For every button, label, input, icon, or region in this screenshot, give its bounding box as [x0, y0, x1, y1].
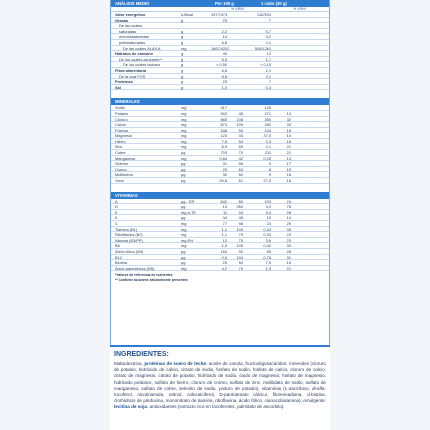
- row-vrn-serving: 16: [286, 138, 291, 144]
- row-value-serving: 9: [268, 172, 271, 178]
- row-value-per100: 23: [222, 79, 227, 85]
- row-value-per100: 417: [220, 105, 227, 111]
- row-value-per100: 40: [222, 51, 227, 57]
- row-unit: g: [181, 67, 184, 73]
- row-unit: mg: [181, 155, 187, 161]
- row-value-per100: 6,8: [221, 39, 227, 45]
- row-name: Manganeso: [115, 155, 136, 161]
- row-value-serving: 271: [264, 110, 271, 116]
- row-unit: g: [181, 51, 184, 57]
- row-value-per100: 123: [220, 133, 227, 139]
- col-per100-header: Por 100 g: [215, 1, 234, 6]
- ingredients-highlight-whey: proteínas de suero de leche: [144, 361, 206, 366]
- row-unit: mg: [181, 110, 187, 116]
- row-value-per100: 90,8: [219, 178, 227, 184]
- row-name: Proteínas: [115, 79, 133, 85]
- row-value-per100: 1,1: [221, 232, 227, 238]
- row-value-per100: 1977/473: [211, 12, 228, 17]
- row-value-per100: 865: [220, 116, 227, 122]
- row-name: Valor energético: [115, 12, 146, 17]
- row-name: Cobre: [115, 150, 126, 156]
- row-vrn-per100: 92: [238, 248, 243, 254]
- row-vrn-per100: 104: [236, 254, 243, 260]
- row-vrn-per100: 75: [238, 237, 243, 243]
- row-value-serving: 7: [268, 79, 271, 85]
- row-unit: mg: [181, 105, 187, 111]
- row-vrn-serving: 33: [286, 122, 291, 128]
- row-value-serving: 3,4: [265, 209, 271, 215]
- ingredients-body: , aceite de canola, fructooligosacáridos, minerales (cloruro de potasio, hidróxido de calcio, citrato de sodio, fosfato de sodio, fosfato de calcio, cloruro de calcio, citrato de magnesio, citrato de potasio, hidróxido de sodio, óxido de magnesio, fosfato de magnesio, hidróxido potásico, sulfato de hierro, cloruro de cromo, sulfato de zinc, molibdato de sodio, sulfato de manganeso, sulfato de cobre, selenito de sodio, yoduro de potasio), vitaminas (L-ascórbico, dl-alfa-tocoferol, nicotinamida, retinol, colecalciferol, D-pantotenato cálcico, filomenadiona, d-biotina, clorhidrato de piridoxina, mononitrato de tiamina, riboflavina, ácido fólico, cianocobalamina), emulgente:: [114, 361, 326, 404]
- row-value-per100: 1,1: [221, 226, 227, 232]
- row-unit: µg: [181, 204, 186, 210]
- row-name: Riboflavina (B2): [115, 232, 143, 238]
- row-value-serving: 0,42: [263, 243, 271, 249]
- row-value-per100: 4,2: [221, 265, 227, 271]
- row-value-per100: 12: [222, 237, 227, 243]
- row-vrn-per100: 70: [238, 150, 243, 156]
- row-name: Tiamina (B1): [115, 226, 138, 232]
- row-value-per100: 25: [222, 166, 227, 172]
- row-value-serving: 3,9: [265, 204, 271, 210]
- row-unit: µg: [181, 260, 186, 266]
- row-value-serving: 211: [264, 150, 271, 156]
- row-unit: g: [181, 28, 184, 34]
- row-vrn-serving: 21: [286, 144, 291, 150]
- row-vrn-serving: 18: [286, 172, 291, 178]
- row-name: Biotina: [115, 260, 127, 266]
- row-value-serving: < 0,15: [260, 62, 271, 68]
- row-vrn-per100: 50: [238, 260, 243, 266]
- row-value-per100: 30: [222, 172, 227, 178]
- row-unit: µg: [181, 166, 186, 172]
- row-vrn-serving: 23: [286, 237, 291, 243]
- row-vrn-per100: 100: [236, 226, 243, 232]
- row-vrn-serving: 15: [286, 260, 291, 266]
- ingredients-title: INGREDIENTES:: [114, 351, 169, 358]
- row-vrn-serving: 21: [286, 150, 291, 156]
- row-value-per100: 14: [222, 34, 227, 40]
- row-vrn-per100: 42: [238, 155, 243, 161]
- footnote-sugars: ** Contiene azúcares naturalmente presentes: [115, 277, 188, 282]
- row-vrn-per100: 96: [238, 221, 243, 226]
- row-unit: mg: [181, 221, 187, 226]
- row-value-serving: 262: [264, 122, 271, 128]
- row-name: De las cuales ALA/LA: [123, 45, 161, 51]
- row-value-serving: 3,6: [265, 237, 271, 243]
- row-value-serving: 2,1: [265, 39, 271, 45]
- row-name: Magnesio: [115, 133, 132, 139]
- row-name: E: [115, 209, 118, 215]
- row-unit: µg - ER: [181, 198, 195, 204]
- row-name: Sodio: [115, 105, 125, 111]
- row-vrn-per100: 260: [236, 204, 243, 210]
- row-value-serving: 1,7: [265, 56, 271, 62]
- row-unit: g: [181, 79, 184, 85]
- row-vrn-serving: 15: [286, 127, 291, 133]
- table-row: [111, 266, 329, 272]
- row-name: C: [115, 221, 118, 226]
- row-unit: mg EN: [181, 237, 193, 243]
- table-row: [111, 85, 329, 91]
- row-value-per100: 77: [222, 221, 227, 226]
- row-value-per100: 6,8: [221, 73, 227, 79]
- row-value-serving: 10: [266, 215, 271, 221]
- row-name: Cloruro: [115, 116, 128, 122]
- row-value-serving: 2,1: [265, 144, 271, 150]
- row-value-serving: 4,2: [265, 34, 271, 40]
- row-value-serving: 0,25: [263, 155, 271, 161]
- row-vrn-serving: 30: [286, 243, 291, 249]
- row-vrn-per100: 60: [238, 172, 243, 178]
- row-unit: g: [181, 84, 184, 90]
- row-value-serving: 2,1: [265, 73, 271, 79]
- row-name: Grasas: [115, 17, 129, 23]
- row-vrn-serving: 31: [286, 254, 291, 260]
- row-value-serving: 142/593: [256, 12, 271, 17]
- row-name: Hierro: [115, 138, 126, 144]
- row-name: De los cuales azúcares**: [119, 56, 163, 62]
- row-name: Yodo: [115, 178, 124, 184]
- row-value-per100: 1667/4202: [211, 45, 230, 51]
- row-name: Sal: [115, 84, 121, 90]
- vrn-col1: % VRN*: [231, 7, 245, 11]
- ingredients-lead: Maltodextrina,: [114, 361, 145, 366]
- row-value-per100: < 0,50: [216, 62, 227, 68]
- row-value-per100: 31: [222, 161, 227, 167]
- analysis-header: [111, 0, 329, 7]
- row-vrn-per100: 100: [236, 243, 243, 249]
- row-unit: mg: [181, 226, 187, 232]
- row-vrn-per100: 33: [238, 133, 243, 139]
- row-name: Hidratos de carbono: [115, 51, 153, 57]
- row-unit: g: [181, 39, 184, 45]
- row-unit: mg: [181, 116, 187, 122]
- row-value-per100: 1,0: [221, 84, 227, 90]
- row-unit: mg: [181, 122, 187, 128]
- row-vrn-serving: 14: [286, 110, 291, 116]
- ingredients-highlight-soy: lecitina de soja: [114, 404, 147, 410]
- vitamins-table: [111, 199, 329, 272]
- row-value-per100: 25: [222, 260, 227, 266]
- row-name: Niacina (B3/PP): [115, 237, 143, 243]
- row-value-per100: 23: [222, 17, 227, 23]
- row-value-serving: 0,3: [265, 84, 271, 90]
- row-unit: kJ/kcal: [181, 12, 193, 17]
- row-vrn-serving: 17: [286, 161, 291, 167]
- minerals-header: [111, 98, 329, 105]
- vrn-col2: % VRN*: [293, 7, 307, 11]
- row-name: Zinc: [115, 144, 123, 150]
- row-name: Fibra alimentaria: [115, 67, 147, 73]
- row-name: Ácido fólico (B9): [115, 248, 144, 254]
- row-unit: µg: [181, 150, 186, 156]
- row-name: K: [115, 215, 118, 221]
- row-name: Fósforo: [115, 127, 129, 133]
- row-unit: µg: [181, 254, 186, 260]
- row-unit: µg: [181, 172, 186, 178]
- row-vrn-per100: 45: [238, 215, 243, 221]
- row-value-serving: 8: [268, 166, 271, 172]
- row-name: A: [115, 198, 118, 204]
- nutrition-label: [110, 0, 330, 345]
- row-vrn-serving: 24: [286, 232, 291, 238]
- row-vrn-per100: 54: [238, 138, 243, 144]
- row-value-serving: 260: [264, 116, 271, 122]
- row-unit: mg: [181, 138, 187, 144]
- row-unit: µg: [181, 161, 186, 167]
- row-unit: g: [181, 73, 184, 79]
- row-name: De los cuales lactosa: [123, 62, 160, 68]
- row-value-serving: 1,3: [265, 265, 271, 271]
- row-unit: mg: [181, 127, 187, 133]
- row-name: De la cual FOS: [119, 73, 146, 79]
- row-name: Cromo: [115, 166, 127, 172]
- footnote-vrn: *Valores de referencia de nutrientes: [115, 273, 173, 278]
- row-value-serving: 0,33: [263, 226, 271, 232]
- analysis-title: ANÁLISIS MEDIO: [115, 1, 150, 6]
- row-value-serving: 0,33: [263, 232, 271, 238]
- vitamins-title: VITAMINAS: [115, 192, 138, 198]
- row-value-serving: 9: [268, 161, 271, 167]
- row-name: B6: [115, 243, 120, 249]
- row-vrn-serving: 10: [286, 133, 291, 139]
- row-value-per100: 1,4: [221, 243, 227, 249]
- row-name: D: [115, 204, 118, 210]
- row-vrn-serving: 13: [286, 155, 291, 161]
- row-value-serving: 193: [264, 198, 271, 204]
- row-value-serving: 0,78: [263, 254, 271, 260]
- row-vrn-per100: 63: [238, 166, 243, 172]
- row-unit: µg: [181, 248, 186, 254]
- footnotes: [111, 271, 329, 284]
- table-row: [111, 178, 329, 184]
- row-vrn-serving: 24: [286, 198, 291, 204]
- ingredients-tail: , antioxidantes (extracto rico en tocoferoles, palmitato de ascorbilo).: [146, 404, 285, 410]
- row-value-serving: 12: [266, 51, 271, 57]
- row-vrn-per100: 80: [238, 198, 243, 204]
- ingredients-text: [114, 361, 326, 411]
- ingredients-section: [110, 345, 330, 430]
- row-vrn-serving: 21: [286, 265, 291, 271]
- row-vrn-per100: 61: [238, 178, 243, 184]
- row-vrn-per100: 108: [236, 116, 243, 122]
- row-vrn-serving: 18: [286, 178, 291, 184]
- row-value-serving: 125: [264, 105, 271, 111]
- row-name: Ácido pantoténico (B5): [115, 265, 155, 271]
- row-value-per100: 5,5: [221, 56, 227, 62]
- row-value-serving: 7,5: [265, 260, 271, 266]
- row-value-serving: 104: [264, 127, 271, 133]
- minerals-title: MINERALES: [115, 99, 140, 105]
- row-name: Molibdeno: [115, 172, 133, 178]
- row-vrn-serving: 28: [286, 209, 291, 215]
- row-name: poliinsaturadas: [119, 39, 146, 45]
- row-unit: mg: [181, 243, 187, 249]
- row-value-per100: 348: [220, 127, 227, 133]
- row-unit: mg: [181, 265, 187, 271]
- row-unit: mg: [181, 232, 187, 238]
- row-value-per100: 703: [220, 150, 227, 156]
- row-unit: g: [181, 62, 184, 68]
- row-value-per100: 6,9: [221, 144, 227, 150]
- row-vrn-serving: 30: [286, 226, 291, 232]
- vitamins-header: [111, 192, 329, 199]
- row-value-per100: 0,84: [219, 155, 227, 161]
- row-value-per100: 6,8: [221, 67, 227, 73]
- row-unit: g: [181, 34, 184, 40]
- row-value-per100: 184: [220, 248, 227, 254]
- row-value-serving: 55: [266, 248, 271, 254]
- row-value-serving: 23: [266, 221, 271, 226]
- row-unit: g: [181, 17, 184, 23]
- row-value-per100: 34: [222, 215, 227, 221]
- row-vrn-per100: 45: [238, 110, 243, 116]
- row-vrn-per100: 50: [238, 127, 243, 133]
- row-value-per100: 873: [220, 122, 227, 128]
- row-vrn-per100: 69: [238, 144, 243, 150]
- row-unit: mg: [181, 144, 187, 150]
- row-vrn-serving: 28: [286, 248, 291, 254]
- row-vrn-per100: 70: [238, 265, 243, 271]
- row-unit: mg α-TE: [181, 209, 197, 215]
- row-name: Potasio: [115, 110, 128, 116]
- row-name: Selenio: [115, 161, 128, 167]
- row-vrn-serving: 29: [286, 221, 291, 226]
- row-value-serving: 2,3: [265, 138, 271, 144]
- row-value-serving: 27,3: [263, 178, 271, 184]
- row-value-serving: 37,0: [263, 133, 271, 139]
- row-vrn-serving: 19: [286, 166, 291, 172]
- row-vrn-per100: 79: [238, 232, 243, 238]
- row-unit: µg: [181, 215, 186, 221]
- row-value-per100: 903: [220, 110, 227, 116]
- row-unit: mg: [181, 45, 187, 51]
- row-vrn-per100: 109: [236, 122, 243, 128]
- row-vrn-serving: 32: [286, 116, 291, 122]
- row-value-serving: 7: [268, 17, 271, 23]
- row-value-per100: 13: [222, 204, 227, 210]
- row-value-per100: 2,2: [221, 28, 227, 34]
- col-perserving-header: 1 cubo (30 g): [261, 1, 287, 6]
- left-background: [0, 0, 110, 345]
- row-value-per100: 642: [220, 198, 227, 204]
- row-value-per100: 11: [222, 209, 227, 215]
- row-name: monoinsaturadas: [119, 34, 149, 40]
- row-value-per100: 2,6: [221, 254, 227, 260]
- minerals-table: [111, 105, 329, 183]
- row-name: Calcio: [115, 122, 126, 128]
- row-vrn-per100: 93: [238, 209, 243, 215]
- row-value-serving: 0,7: [265, 28, 271, 34]
- row-value-serving: 500/1261: [254, 45, 271, 51]
- row-unit: g: [181, 56, 184, 62]
- row-unit: mg: [181, 133, 187, 139]
- row-unit: µg: [181, 178, 186, 184]
- row-name: De las cuales: [119, 23, 143, 29]
- row-name: B12: [115, 254, 122, 260]
- row-vrn-serving: 14: [286, 215, 291, 221]
- row-value-serving: 2,1: [265, 67, 271, 73]
- row-value-per100: 7,6: [221, 138, 227, 144]
- row-vrn-serving: 78: [286, 204, 291, 210]
- analysis-table: [111, 12, 329, 90]
- row-name: saturadas: [119, 28, 137, 34]
- row-vrn-per100: 56: [238, 161, 243, 167]
